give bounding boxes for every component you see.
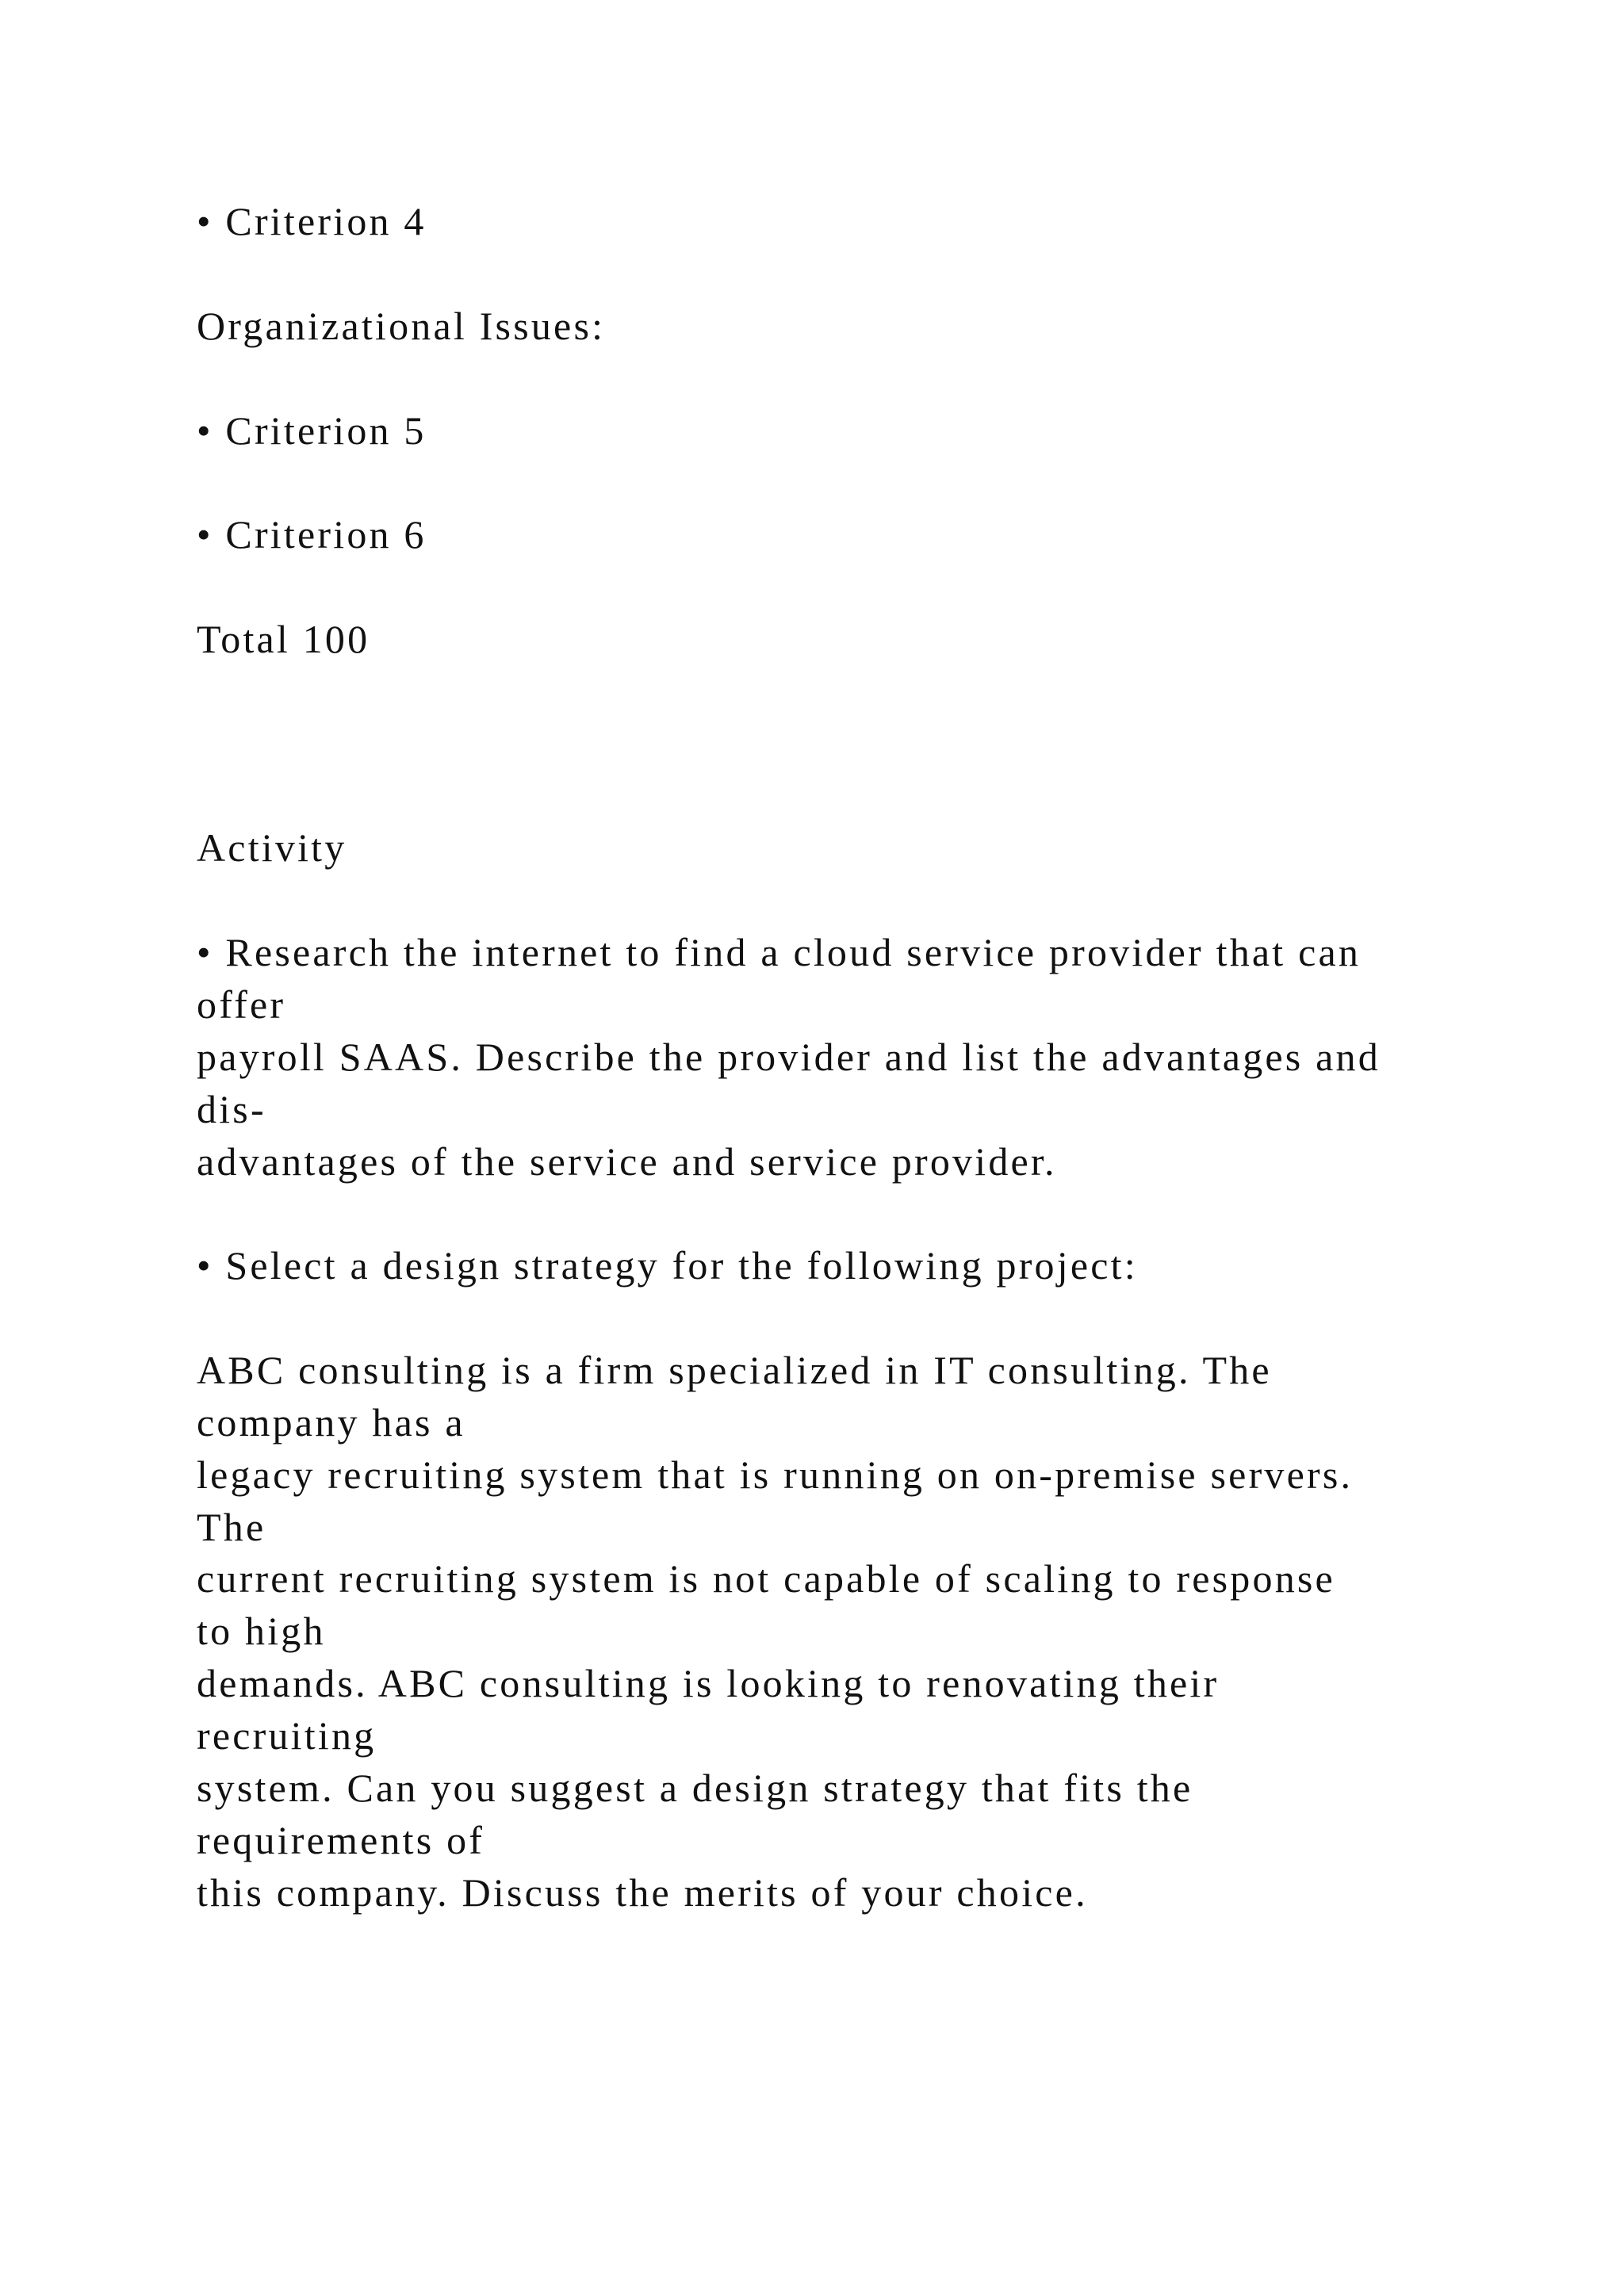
project-line-10: requirements of	[197, 1818, 485, 1862]
activity-item-1-line-2: offer	[197, 982, 286, 1027]
project-line-2: company has a	[197, 1400, 465, 1445]
project-line-8: recruiting	[197, 1713, 377, 1758]
project-line-6: to high	[197, 1609, 326, 1653]
project-line-9: system. Can you suggest a design strategy that fits the	[197, 1766, 1193, 1810]
criterion-6: • Criterion 6	[197, 512, 427, 557]
criterion-4: • Criterion 4	[197, 199, 427, 243]
activity-item-1-line-3: payroll SAAS. Describe the provider and list the advantages and	[197, 1035, 1381, 1079]
activity-item-1-line-1: • Research the internet to find a cloud service provider that can	[197, 930, 1362, 974]
project-line-4: The	[197, 1505, 266, 1549]
activity-item-2: • Select a design strategy for the following project:	[197, 1243, 1138, 1288]
project-line-1: ABC consulting is a firm specialized in IT consulting. The	[197, 1348, 1272, 1392]
project-line-3: legacy recruiting system that is running on on-premise servers.	[197, 1452, 1354, 1497]
activity-heading: Activity	[197, 825, 347, 870]
project-line-11: this company. Discuss the merits of your choice.	[197, 1870, 1088, 1915]
total-line: Total 100	[197, 617, 370, 661]
activity-item-1-line-4: dis-	[197, 1087, 266, 1131]
project-line-5: current recruiting system is not capable of scaling to response	[197, 1556, 1335, 1601]
criterion-5: • Criterion 5	[197, 408, 427, 453]
activity-item-1-line-5: advantages of the service and service provider.	[197, 1139, 1057, 1184]
project-line-7: demands. ABC consulting is looking to renovating their	[197, 1661, 1220, 1705]
organizational-issues-heading: Organizational Issues:	[197, 304, 606, 348]
